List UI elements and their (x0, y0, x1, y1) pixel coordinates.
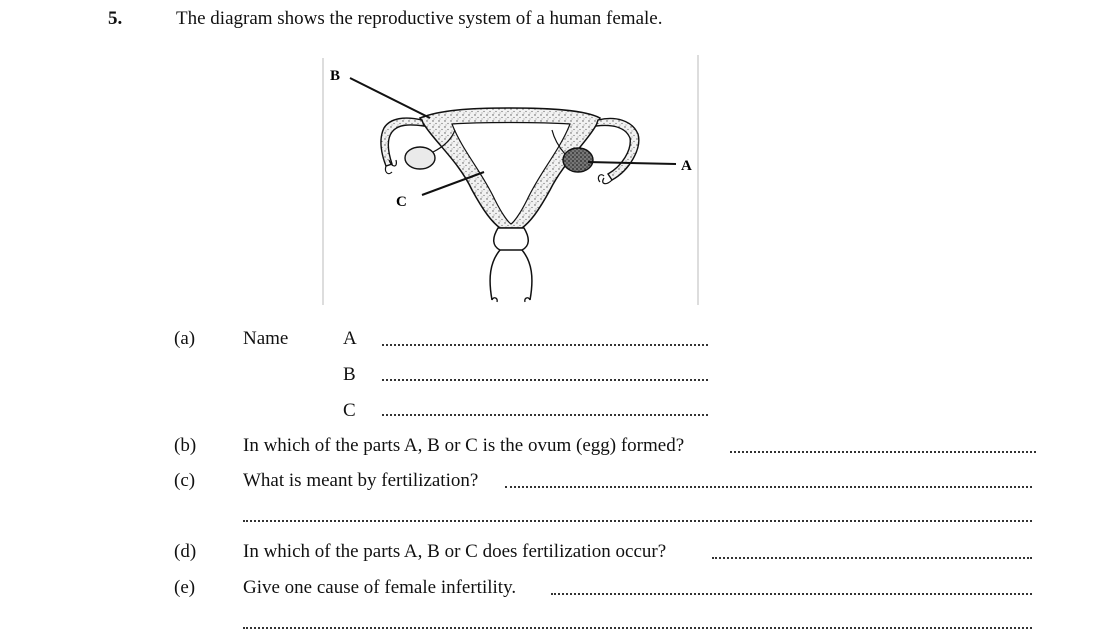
part-c-answer-line-1[interactable] (505, 486, 1032, 488)
right-ovary (563, 148, 593, 172)
diagram-label-b: B (330, 68, 341, 84)
diagram-label-a: A (681, 158, 692, 174)
part-a-prompt: Name (243, 328, 289, 349)
part-a-label: (a) (174, 328, 196, 349)
vagina-opening (492, 298, 530, 302)
part-a-row-c-answer-line[interactable] (382, 414, 708, 416)
part-a-row-b-label: B (343, 364, 356, 385)
part-d-label: (d) (174, 541, 197, 562)
diagram-label-c: C (396, 194, 407, 210)
part-a-row-b-answer-line[interactable] (382, 379, 708, 381)
question-number: 5. (108, 8, 123, 29)
part-d-text: In which of the parts A, B or C does fertilization occur? (243, 541, 667, 562)
part-e-answer-line-1[interactable] (551, 593, 1032, 595)
part-e-text: Give one cause of female infertility. (243, 577, 517, 598)
question-intro: The diagram shows the reproductive system of a human female. (176, 8, 663, 29)
part-b-answer-line[interactable] (730, 451, 1036, 453)
part-c-answer-line-2[interactable] (243, 520, 1032, 522)
pointer-line-a (588, 162, 676, 164)
part-a-row-c-label: C (343, 400, 356, 421)
part-c-text: What is meant by fertilization? (243, 470, 479, 491)
part-e-label: (e) (174, 577, 196, 598)
pointer-line-b (350, 78, 430, 118)
cervix (494, 228, 529, 250)
part-b-text: In which of the parts A, B or C is the ovum (egg) formed? (243, 435, 685, 456)
part-a-row-a-answer-line[interactable] (382, 344, 708, 346)
part-e-answer-line-2[interactable] (243, 627, 1032, 629)
right-oviduct (596, 119, 639, 180)
vagina (490, 250, 532, 300)
part-c-label: (c) (174, 470, 196, 491)
part-a-row-a-label: A (343, 328, 357, 349)
part-d-answer-line[interactable] (712, 557, 1032, 559)
part-b-label: (b) (174, 435, 197, 456)
left-ovary (405, 147, 435, 169)
